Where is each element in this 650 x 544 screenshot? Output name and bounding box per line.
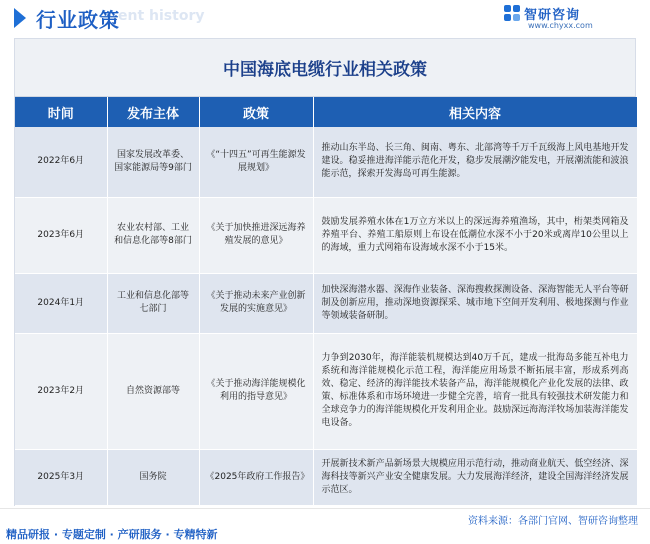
cell-policy: 《关于推动未来产业创新发展的实施意见》 <box>199 273 313 333</box>
policy-table-panel <box>14 38 636 506</box>
cell-date: 2023年6月 <box>15 197 107 273</box>
brand-logo[interactable] <box>490 4 640 34</box>
cell-content: 加快深海潜水器、深海作业装备、深海搜救探测设备、深海智能无人平台等研制及创新应用，推动深地资源探采、城市地下空间开发利用、极地探测与作业等领域装备研制。 <box>313 273 637 333</box>
table-row <box>15 197 637 273</box>
cell-content: 推动山东半岛、长三角、闽南、粤东、北部湾等千万千瓦级海上风电基地开发建设。稳妥推进海洋能示范化开发，稳步发展潮汐能发电，开展潮流能和波浪能示范，探索开发海岛可再生能源。 <box>313 127 637 197</box>
page-title: 行业政策 <box>36 7 120 32</box>
cell-date: 2022年6月 <box>15 127 107 197</box>
footer-bar <box>0 508 650 544</box>
cell-issuer: 农业农村部、工业和信息化部等8部门 <box>107 197 199 273</box>
cell-date: 2025年3月 <box>15 449 107 505</box>
cell-date: 2023年2月 <box>15 333 107 449</box>
column-header-date: 时间 <box>15 97 107 127</box>
table-header-row <box>15 97 637 127</box>
policy-table <box>15 97 638 506</box>
cell-issuer: 国务院 <box>107 449 199 505</box>
cell-content: 力争到2030年，海洋能装机规模达到40万千瓦，建成一批海岛多能互补电力系统和海洋能规模化示范工程，海洋能应用场景不断拓展丰富，形成系列高效、稳定、经济的海洋能技术装备产品，海洋能规模化产业化发展的法律、政策、标准体系和市场环境进一步健全完善，培育一批具有较强技术研发能力和全球竞争力的海洋能规模化开发利用企业。鼓励深远海海洋牧场加装海洋能发电设备。 <box>313 333 637 449</box>
cell-policy: 《关于推动海洋能规模化利用的指导意见》 <box>199 333 313 449</box>
footer-source-text: 资料来源：各部门官网、智研咨询整理 <box>468 516 638 527</box>
cell-date: 2024年1月 <box>15 273 107 333</box>
brand-url: www.chyxx.com <box>528 21 593 30</box>
cell-issuer: 国家发展改革委、国家能源局等9部门 <box>107 127 199 197</box>
watermark-text: ent history <box>118 8 205 24</box>
cell-issuer: 工业和信息化部等七部门 <box>107 273 199 333</box>
cell-policy: 《关于加快推进深远海养殖发展的意见》 <box>199 197 313 273</box>
page-title-group <box>14 3 120 33</box>
table-row <box>15 333 637 449</box>
cell-issuer: 自然资源部等 <box>107 333 199 449</box>
column-header-issuer: 发布主体 <box>107 97 199 127</box>
brand-logo-icon <box>504 5 520 21</box>
table-row <box>15 449 637 505</box>
table-row <box>15 273 637 333</box>
play-triangle-icon <box>14 8 30 28</box>
table-title: 中国海底电缆行业相关政策 <box>15 39 635 97</box>
cell-content: 鼓励发展养殖水体在1万立方米以上的深远海养殖渔场，其中，桁架类网箱及养殖平台、养殖工船原则上布设在低潮位水深不小于20米或离岸10公里以上的海域，重力式网箱布设海域水深不小于15米。 <box>313 197 637 273</box>
cell-policy: 《“十四五”可再生能源发展规划》 <box>199 127 313 197</box>
cell-content: 开展新技术新产品新场景大规模应用示范行动，推动商业航天、低空经济、深海科技等新兴产业安全健康发展。大力发展海洋经济，建设全国海洋经济发展示范区。 <box>313 449 637 505</box>
footer-services-text: 精品研报 · 专题定制 · 产研服务 · 专精特新 <box>6 528 218 541</box>
brand-name: 智研咨询 <box>524 8 581 23</box>
column-header-policy: 政策 <box>199 97 313 127</box>
table-row <box>15 127 637 197</box>
top-bar <box>0 0 650 36</box>
cell-policy: 《2025年政府工作报告》 <box>199 449 313 505</box>
column-header-content: 相关内容 <box>313 97 637 127</box>
